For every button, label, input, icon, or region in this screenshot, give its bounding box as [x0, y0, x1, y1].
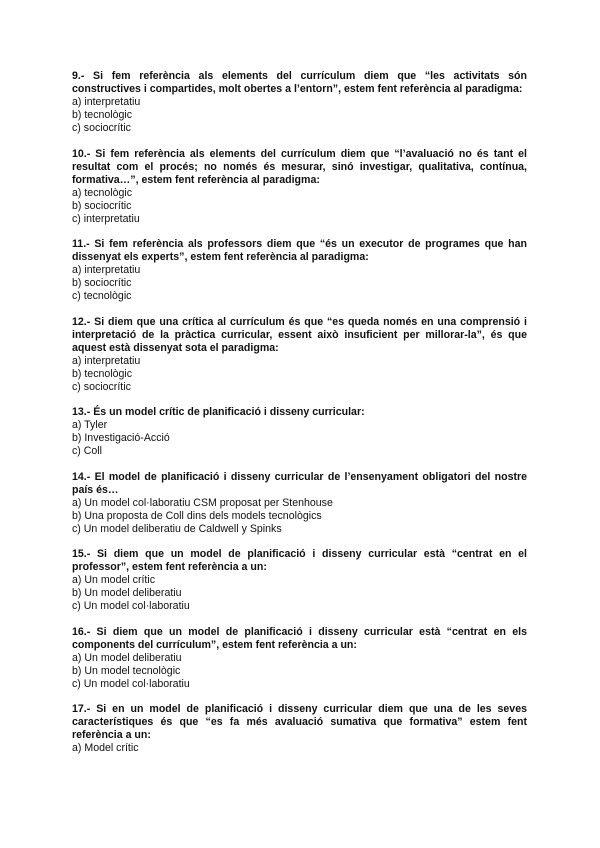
question-14 — [72, 471, 527, 536]
answer-option: b) Una proposta de Coll dins dels models tecnològics — [72, 509, 322, 522]
answer-option: a) interpretatiu — [72, 354, 141, 367]
question-stem: 17.- Si en un model de planificació i disseny curricular diem que una de les seves característiques és que “es fa més avaluació sumativa que formativa” estem fent referència a un: — [72, 703, 527, 741]
question-stem: 15.- Si diem que un model de planificació i disseny curricular està “centrat en el professor”, estem fent referència a un: — [72, 548, 527, 573]
question-15 — [72, 548, 527, 613]
answer-option: b) Un model deliberatiu — [72, 587, 182, 599]
answer-option: b) sociocrític — [72, 199, 132, 212]
answer-option: c) Coll — [72, 445, 103, 457]
question-stem: 11.- Si fem referència als professors diem que “és un executor de programes que han dissenyat els experts”, estem fent referència al paradigma: — [72, 238, 527, 263]
answer-option: c) interpretatiu — [72, 212, 140, 225]
answer-option: a) Un model deliberatiu — [72, 651, 182, 664]
question-stem: 9.- Si fem referència als elements del currículum diem que “les activitats són constructives i compartides, molt obertes a l’entorn”, estem fent referència al paradigma: — [72, 70, 527, 95]
answer-option: a) Un model col·laboratiu CSM proposat per Stenhouse — [72, 496, 333, 509]
question-17 — [72, 703, 527, 755]
answer-option: b) tecnològic — [72, 109, 133, 121]
answer-option: a) tecnològic — [72, 186, 133, 199]
answer-option: a) Un model crític — [72, 574, 156, 586]
answer-option: b) sociocrític — [72, 277, 132, 289]
question-stem: 16.- Si diem que un model de planificació i disseny curricular està “centrat en els components del currículum”, estem fent referència a un: — [72, 625, 527, 651]
answer-option: c) Un model col·laboratiu — [72, 600, 190, 612]
answer-option: b) Un model tecnològic — [72, 664, 181, 677]
question-sheet — [72, 70, 527, 768]
answer-option: c) Un model deliberatiu de Caldwell y Spinks — [72, 522, 282, 535]
answer-option: a) Model crític — [72, 742, 139, 754]
answer-option: a) interpretatiu — [72, 96, 141, 108]
answer-option: c) Un model col·laboratiu — [72, 677, 190, 690]
question-stem: 10.- Si fem referència als elements del currículum diem que “l’avaluació no és tant el resultat com el procés; no només és mesurar, sinó investigar, qualitativa, contínua, formativa…”, estem fent referència al paradigma: — [72, 147, 527, 186]
question-9 — [72, 70, 527, 135]
answer-option: b) tecnològic — [72, 367, 133, 380]
answer-option: c) tecnològic — [72, 290, 132, 302]
question-11 — [72, 238, 527, 303]
question-stem: 14.- El model de planificació i disseny curricular de l’ensenyament obligatori del nostre país és… — [72, 470, 527, 496]
question-13 — [72, 406, 527, 458]
question-16 — [72, 626, 527, 691]
answer-option: a) Tyler — [72, 419, 108, 431]
answer-option: c) sociocrític — [72, 380, 131, 393]
question-12 — [72, 316, 527, 394]
question-stem: 13.- És un model crític de planificació i disseny curricular: — [72, 406, 365, 418]
answer-option: b) Investigació-Acció — [72, 432, 170, 444]
question-10 — [72, 148, 527, 226]
answer-option: a) interpretatiu — [72, 264, 141, 276]
answer-option: c) sociocrític — [72, 122, 131, 134]
question-stem: 12.- Si diem que una crítica al currículum és que “es queda només en una comprensió i interpretació de la pràctica curricular, essent això insuficient per millorar-la”, és que aquest està dissenyat sota el paradigma: — [72, 315, 527, 354]
